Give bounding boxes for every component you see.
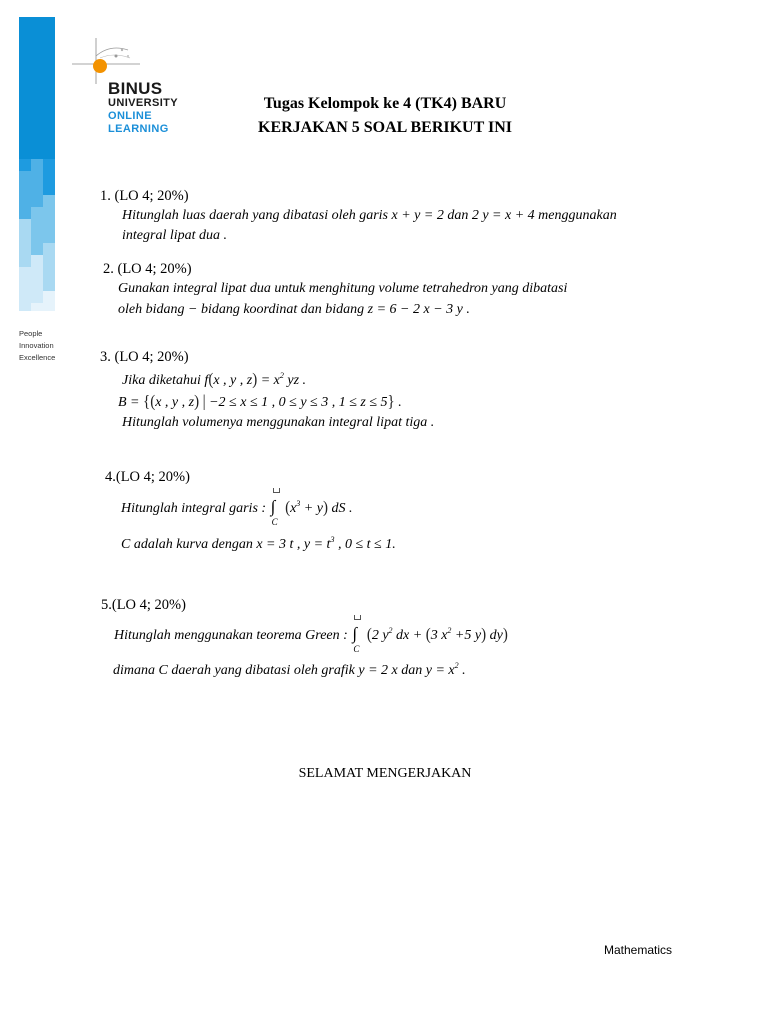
- exponent: 2: [279, 371, 284, 380]
- mosaic-tile: [43, 219, 55, 231]
- mosaic-tile: [19, 231, 31, 243]
- mosaic-tile: [31, 243, 43, 255]
- mosaic-tile: [43, 291, 55, 303]
- question-1-text: Hitunglah luas daerah yang dibatasi oleh garis: [122, 208, 392, 223]
- mosaic-tile: [31, 255, 43, 267]
- conjunction: dan: [443, 208, 472, 223]
- mosaic-tile: [31, 195, 43, 207]
- question-2-text: oleh bidang − bidang koordinat dan bidang: [118, 302, 368, 317]
- set-variables: x , y , z: [155, 395, 195, 410]
- question-2-line-2: [118, 302, 470, 318]
- line-integral-icon: ∫ C: [270, 500, 282, 514]
- mosaic-tile: [31, 267, 43, 279]
- side-color-band: [19, 17, 55, 159]
- mosaic-tile: [31, 171, 43, 183]
- integrand: +5 y: [451, 628, 482, 643]
- mosaic-tile: [19, 267, 31, 279]
- mosaic-tile: [19, 207, 31, 219]
- equation: = x: [257, 373, 280, 388]
- exponent: 3: [330, 535, 335, 544]
- differential: dy: [486, 628, 503, 643]
- exponent: 2: [447, 626, 452, 635]
- mosaic-tile: [43, 159, 55, 171]
- question-3-line-2: B = {(x , y , z) | −2 ≤ x ≤ 1 , 0 ≤ y ≤ 3 , 1 ≤ z ≤ 5} .: [118, 392, 402, 412]
- tagline-word: People: [19, 329, 43, 338]
- equation: y = 2 x: [358, 663, 398, 678]
- closing-message: SELAMAT MENGERJAKAN: [298, 766, 472, 781]
- integrand: dx +: [392, 628, 426, 643]
- question-5-label: 5.(LO 4; 20%): [101, 597, 186, 613]
- equation: y = x: [425, 663, 455, 678]
- mosaic-tile: [31, 183, 43, 195]
- equation: x + y = 2: [391, 208, 444, 223]
- mosaic-tile: [31, 219, 43, 231]
- mosaic-tile: [31, 291, 43, 303]
- punctuation: .: [462, 302, 470, 317]
- document-title: Tugas Kelompok ke 4 (TK4) BARU: [263, 95, 507, 112]
- question-1-label: 1. (LO 4; 20%): [100, 188, 189, 204]
- mosaic-tile: [19, 279, 31, 291]
- question-5-line-1: Hitunglah menggunakan teorema Green : ∫ C (2 $y^2$ dx + (3 $x^2 +5$ y) dy): [114, 627, 508, 644]
- question-3-text: Jika diketahui: [122, 373, 205, 388]
- mosaic-tile: [43, 207, 55, 219]
- exponent: 2: [454, 661, 459, 670]
- mosaic-tile: [43, 243, 55, 255]
- question-5-line-2: [113, 663, 466, 679]
- equation-tail: , 0 ≤ t ≤ 1.: [334, 537, 396, 552]
- mosaic-tile: [43, 267, 55, 279]
- question-4-text: Hitunglah integral garis :: [121, 501, 270, 516]
- punctuation: .: [394, 395, 402, 410]
- exponent: 2: [388, 626, 393, 635]
- mosaic-tile: [31, 207, 43, 219]
- side-mosaic-band: [19, 159, 55, 311]
- set-condition: −2 ≤ x ≤ 1 , 0 ≤ y ≤ 3 , 1 ≤ z ≤ 5: [205, 395, 388, 410]
- tagline-word: Innovation: [19, 341, 54, 350]
- integrand: 3 x: [430, 628, 448, 643]
- question-1-tail: menggunakan: [534, 208, 617, 223]
- question-5-text: dimana C daerah yang dibatasi oleh grafik: [113, 663, 359, 678]
- integral-subscript: C: [353, 644, 360, 654]
- mosaic-tile: [43, 303, 55, 311]
- question-5-text: Hitunglah menggunakan teorema Green :: [114, 628, 352, 643]
- mosaic-tile: [31, 231, 43, 243]
- tagline: [19, 328, 79, 364]
- exponent: 3: [296, 499, 301, 508]
- equation-tail: yz .: [283, 373, 307, 388]
- question-4-line-2: [121, 537, 396, 553]
- mosaic-tile: [19, 159, 31, 171]
- question-1-line-1: [122, 208, 617, 224]
- mosaic-tile: [43, 279, 55, 291]
- function-name: f: [204, 373, 209, 388]
- mosaic-tile: [19, 243, 31, 255]
- mosaic-tile: [43, 183, 55, 195]
- tagline-word: Excellence: [19, 353, 56, 362]
- logo-university: UNIVERSITY: [108, 97, 179, 109]
- question-1-line-2: integral lipat dua .: [122, 228, 227, 243]
- mosaic-tile: [19, 303, 31, 311]
- mosaic-tile: [43, 195, 55, 207]
- question-4-line-1: Hitunglah integral garis : ∫ C $(x^3 + y)$ dS .: [121, 500, 352, 517]
- differential: dS .: [327, 501, 353, 516]
- mosaic-tile: [43, 231, 55, 243]
- function-args: x , y , z: [213, 373, 253, 388]
- mosaic-tile: [43, 255, 55, 267]
- punctuation: .: [458, 663, 466, 678]
- mosaic-tile: [19, 183, 31, 195]
- question-4-text: C adalah kurva dengan: [121, 537, 257, 552]
- question-3-line-3: Hitunglah volumenya menggunakan integral lipat tiga .: [122, 415, 435, 430]
- logo-learning: LEARNING: [108, 123, 169, 135]
- mosaic-tile: [19, 255, 31, 267]
- equation: 2 y = x + 4: [471, 208, 535, 223]
- logo-online: ONLINE: [108, 110, 152, 122]
- conjunction: dan: [397, 663, 426, 678]
- set-name: B =: [118, 395, 143, 410]
- question-2-line-1: Gunakan integral lipat dua untuk menghitung volume tetrahedron yang dibatasi: [118, 281, 568, 296]
- mosaic-tile: [31, 279, 43, 291]
- footer-subject: Mathematics: [604, 943, 673, 957]
- mosaic-tile: [19, 219, 31, 231]
- logo-binus: BINUS: [108, 79, 163, 98]
- mosaic-tile: [31, 159, 43, 171]
- integral-subscript: C: [271, 517, 278, 527]
- question-3-label: 3. (LO 4; 20%): [100, 349, 189, 365]
- question-4-label: 4.(LO 4; 20%): [105, 469, 190, 485]
- equation: x = 3 t , y = t: [256, 537, 331, 552]
- integrand: x: [290, 501, 297, 516]
- question-2-label: 2. (LO 4; 20%): [103, 261, 192, 277]
- mosaic-tile: [19, 291, 31, 303]
- equation: z = 6 − 2 x − 3 y: [367, 302, 463, 317]
- mosaic-tile: [19, 195, 31, 207]
- logo-wordmark: [108, 80, 178, 136]
- document-instruction: KERJAKAN 5 SOAL BERIKUT INI: [258, 119, 512, 136]
- integrand: + y: [300, 501, 323, 516]
- integrand: 2 y: [371, 628, 389, 643]
- question-3-line-1: Jika diketahui f(x , y , $z) = x^2$ yz .: [122, 370, 307, 390]
- line-integral-icon: ∫ C: [351, 627, 363, 641]
- mosaic-tile: [31, 303, 43, 311]
- mosaic-tile: [19, 171, 31, 183]
- mosaic-tile: [43, 171, 55, 183]
